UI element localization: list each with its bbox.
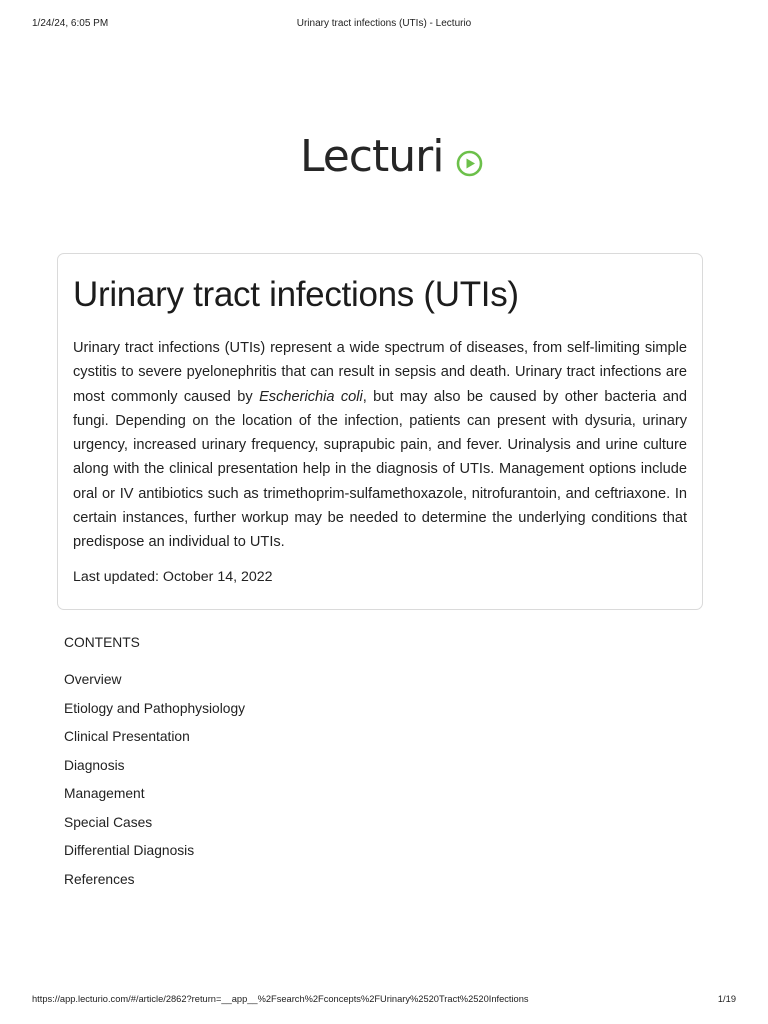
page-title: Urinary tract infections (UTIs) bbox=[73, 275, 519, 314]
page-number: 1/19 bbox=[717, 994, 736, 1004]
toc-item-etiology[interactable]: Etiology and Pathophysiology bbox=[64, 700, 246, 716]
toc-item-overview[interactable]: Overview bbox=[64, 672, 122, 687]
print-header bbox=[32, 18, 736, 32]
print-footer bbox=[32, 994, 736, 1008]
table-of-contents bbox=[64, 670, 245, 898]
toc-item-references[interactable]: References bbox=[64, 871, 135, 887]
summary-text-start: Urinary tract infections (UTIs) represent a wide spectrum of diseases, from self-limiting simple cystitis to severe pyelonephritis that can result in sepsis and death. Urinary tract infections are most commonly caused by bbox=[73, 340, 687, 405]
toc-item-diagnosis[interactable]: Diagnosis bbox=[64, 757, 125, 773]
toc-item-differential-diagnosis[interactable]: Differential Diagnosis bbox=[64, 843, 195, 858]
toc-item-clinical-presentation[interactable]: Clinical Presentation bbox=[64, 729, 190, 744]
toc-item-special-cases[interactable]: Special Cases bbox=[64, 814, 153, 830]
article-summary-card bbox=[57, 253, 703, 610]
article-summary bbox=[73, 336, 687, 555]
play-circle-icon bbox=[456, 150, 483, 177]
lecturio-logo bbox=[300, 132, 484, 182]
print-url: https://app.lecturio.com/#/article/2862?return=__app__%2Fsearch%2Fconcepts%2FUrinary%2520Tract%2520Infections bbox=[32, 994, 529, 1004]
contents-heading: CONTENTS bbox=[64, 635, 140, 650]
summary-organism: Escherichia coli bbox=[259, 388, 363, 405]
print-document-title: Urinary tract infections (UTIs) - Lecturio bbox=[296, 18, 472, 29]
toc-item-management[interactable]: Management bbox=[64, 786, 145, 801]
logo-wordmark: Lecturi bbox=[300, 131, 444, 182]
last-updated: Last updated: October 14, 2022 bbox=[73, 568, 273, 585]
summary-text-end: , but may also be caused by other bacteria and fungi. Depending on the location of the infection, patients can present with dysuria, urinary urgency, increased urinary frequency, suprapubic pain, and fever. Urinalysis and urine culture along with the clinical presentation help in the diagnosis of UTIs. Management options include oral or IV antibiotics such as trimethoprim-sulfamethoxazole, nitrofurantoin, and ceftriaxone. In certain instances, further workup may be needed to determine the underlying conditions that predispose an individual to UTIs. bbox=[73, 388, 687, 551]
print-date: 1/24/24, 6:05 PM bbox=[32, 18, 109, 29]
